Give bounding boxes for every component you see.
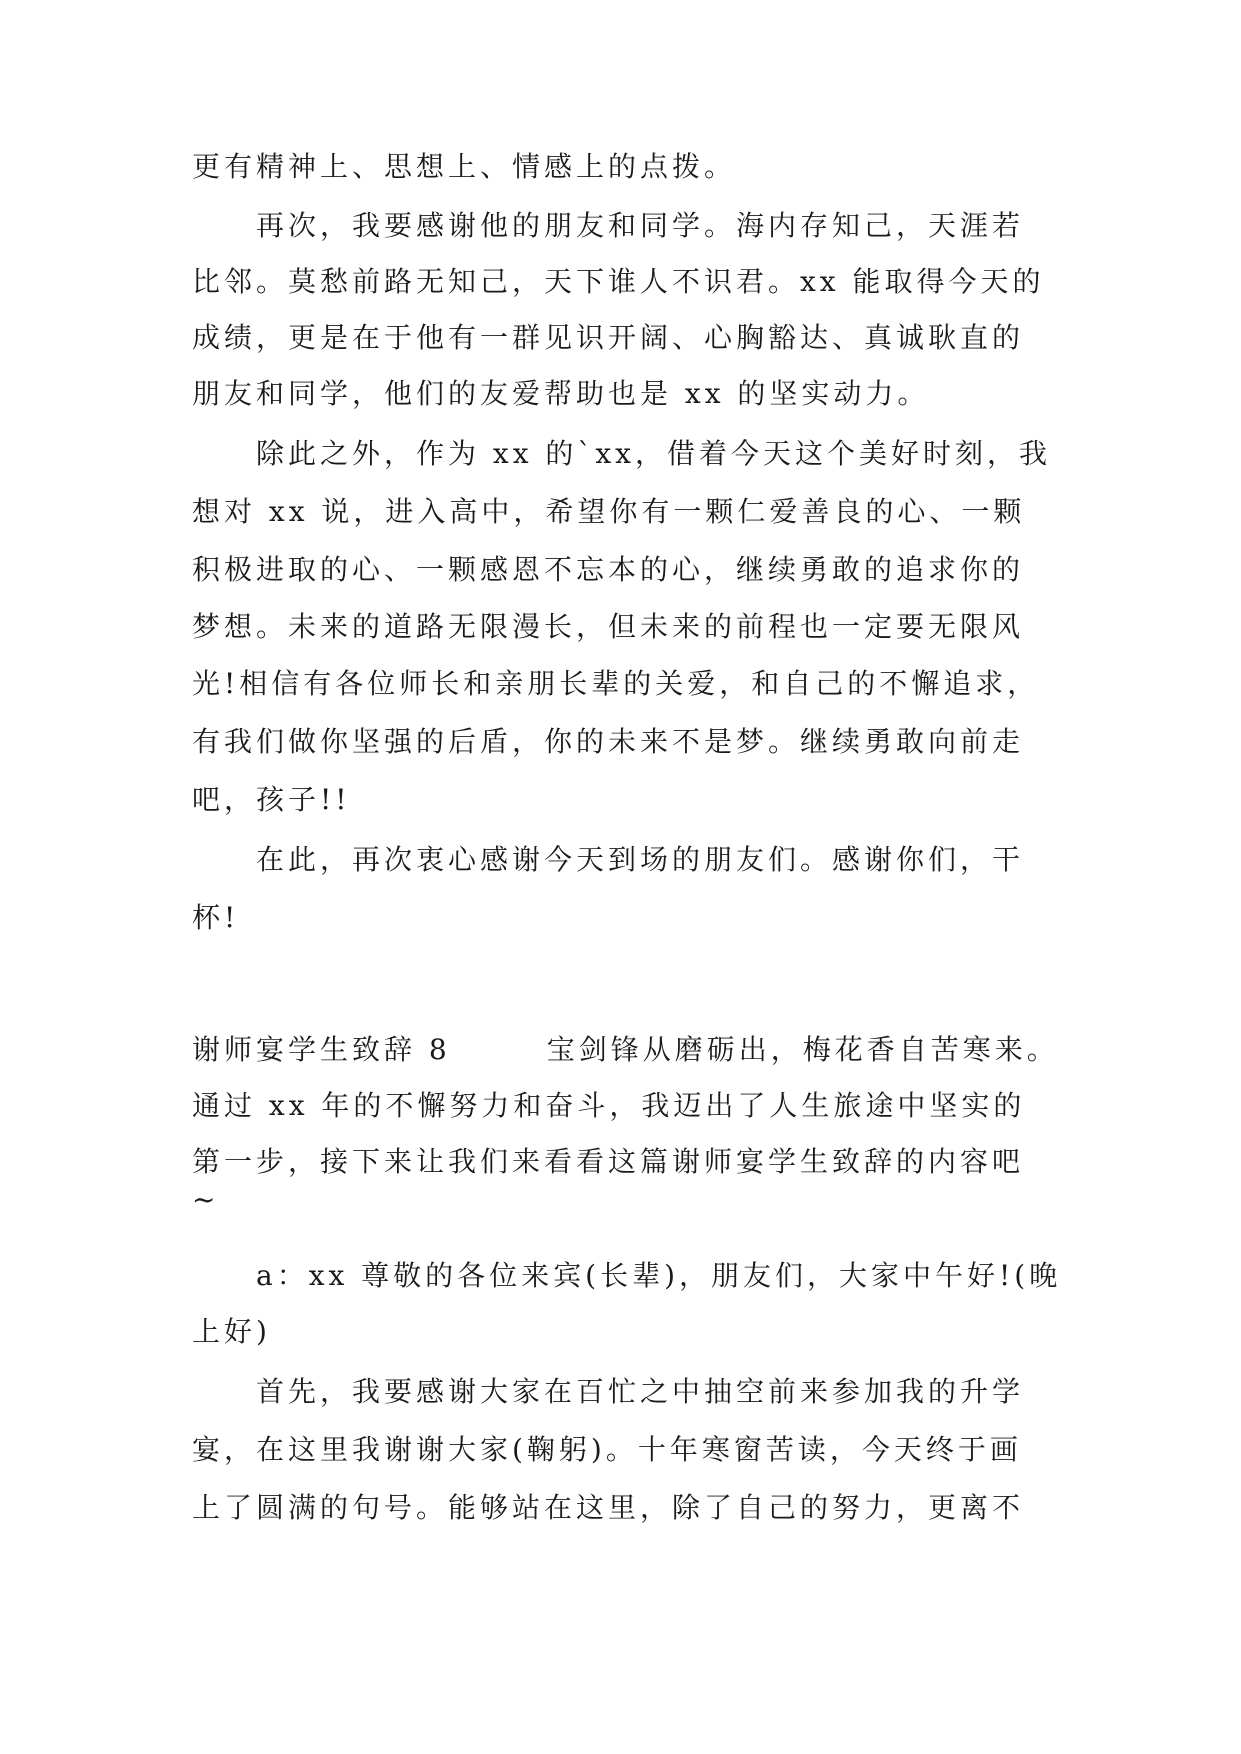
text-line: 想对 xx 说，进入高中，希望你有一颗仁爱善良的心、一颗	[192, 495, 1026, 528]
text-line: a：xx 尊敬的各位来宾(长辈)，朋友们，大家中午好!(晚	[256, 1259, 1062, 1292]
text-line: 比邻。莫愁前路无知己，天下谁人不识君。xx 能取得今天的	[192, 265, 1045, 298]
text-line: 光!相信有各位师长和亲朋长辈的关爱，和自己的不懈追求，	[192, 667, 1040, 700]
text-line: ~	[192, 1183, 220, 1216]
text-line: 积极进取的心、一颗感恩不忘本的心，继续勇敢的追求你的	[192, 553, 1025, 586]
text-line: 吧，孩子!!	[192, 783, 351, 816]
text-line: 通过 xx 年的不懈努力和奋斗，我迈出了人生旅途中坚实的	[192, 1089, 1026, 1122]
text-line: 杯!	[192, 901, 240, 934]
text-line: 朋友和同学，他们的友爱帮助也是 xx 的坚实动力。	[192, 377, 930, 410]
text-line: 在此，再次衷心感谢今天到场的朋友们。感谢你们，干	[256, 843, 1025, 876]
text-line: 更有精神上、思想上、情感上的点拨。	[192, 150, 737, 183]
section-heading-line: 谢师宴学生致辞 8 宝剑锋从磨砺出，梅花香自苦寒来。	[192, 1033, 1059, 1066]
text-line: 第一步，接下来让我们来看看这篇谢师宴学生致辞的内容吧	[192, 1145, 1025, 1178]
text-line: 上好)	[192, 1315, 271, 1348]
text-line: 除此之外，作为 xx 的`xx，借着今天这个美好时刻，我	[256, 437, 1051, 470]
text-line: 成绩，更是在于他有一群见识开阔、心胸豁达、真诚耿直的	[192, 321, 1025, 354]
text-line: 首先，我要感谢大家在百忙之中抽空前来参加我的升学	[256, 1375, 1025, 1408]
text-line: 梦想。未来的道路无限漫长，但未来的前程也一定要无限风	[192, 610, 1025, 643]
text-line: 再次，我要感谢他的朋友和同学。海内存知己，天涯若	[256, 209, 1025, 242]
text-line: 宴，在这里我谢谢大家(鞠躬)。十年寒窗苦读，今天终于画	[192, 1433, 1022, 1466]
text-line: 上了圆满的句号。能够站在这里，除了自己的努力，更离不	[192, 1491, 1025, 1524]
text-line: 有我们做你坚强的后盾，你的未来不是梦。继续勇敢向前走	[192, 725, 1025, 758]
